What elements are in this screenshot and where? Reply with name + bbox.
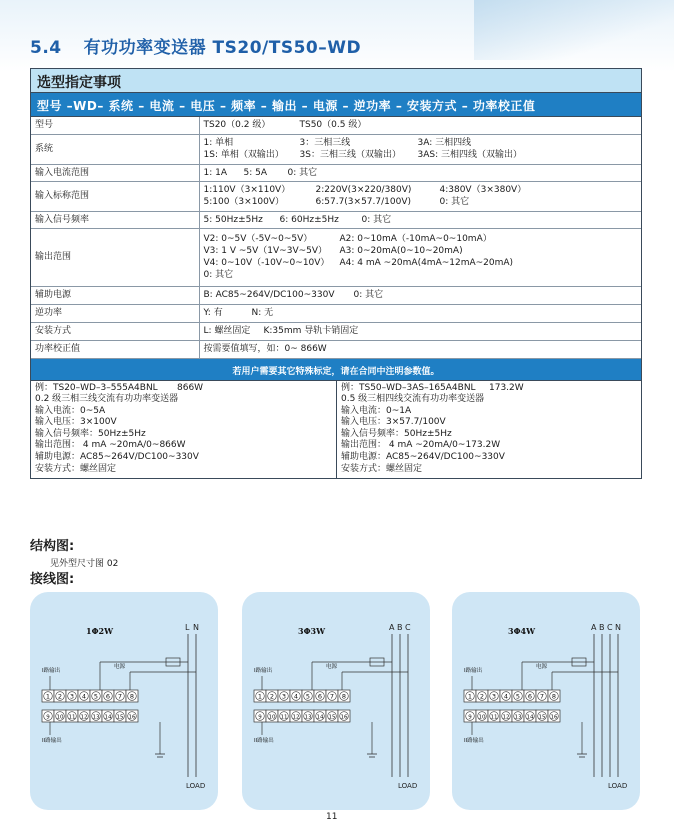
wiring-panel-1phase	[30, 592, 218, 810]
section-heading: 有功功率变送器 TS20/TS50–WD	[83, 38, 362, 58]
wiring-title: 接线图:	[30, 572, 75, 587]
row-label: 系统	[31, 134, 199, 164]
example-line: 输入信号频率：50Hz±5Hz	[35, 428, 146, 439]
table-row	[31, 164, 641, 181]
value-segment: 2:220V(3×220/380V)	[315, 185, 412, 195]
terminal-number: 6	[527, 692, 533, 701]
value-segment: TS50（0.5 级）	[299, 120, 367, 131]
example-line: 输入电压：3×100V	[35, 417, 117, 428]
wiring-diagram	[242, 592, 430, 810]
value-segment: B: AC85~264V/DC100~330V	[203, 290, 335, 300]
row-label: 功率校正值	[31, 340, 199, 358]
example-line: 输入信号频率：50Hz±5Hz	[341, 428, 452, 439]
phase-label: C	[607, 623, 613, 632]
value-segment: 1S: 单相（双输出）	[203, 150, 284, 160]
value-segment: 3AS: 三相四线（双输出）	[417, 150, 522, 160]
terminal-number: 6	[105, 692, 111, 701]
value-segment: A2: 0~10mA（-10mA~0~10mA）	[339, 234, 492, 244]
terminal-number: 13	[92, 714, 100, 721]
value-segment: N: 无	[251, 308, 274, 318]
row-label: 输入标称范围	[31, 181, 199, 211]
terminal-number: 7	[329, 692, 335, 701]
output2-label: II路输出	[254, 738, 274, 744]
value-segment: 6:57.7(3×57.7/100V)	[315, 197, 411, 207]
value-segment: K:35mm 导轨卡销固定	[263, 326, 359, 336]
system-label: 3Φ3W	[298, 626, 326, 636]
example-line: 输入电压：3×57.7/100V	[341, 417, 446, 428]
terminal-number: 4	[293, 692, 299, 701]
wiring-panel-3phase-4wire	[452, 592, 640, 810]
wiring-diagram	[452, 592, 640, 810]
terminal-number: 2	[479, 692, 485, 701]
load-label: LOAD	[186, 782, 206, 790]
row-value	[199, 181, 641, 211]
terminal-number: 9	[46, 714, 50, 721]
value-segment: 4:380V（3×380V）	[439, 185, 527, 195]
terminal-number: 13	[514, 714, 522, 721]
value-segment: 0: 其它	[287, 167, 318, 178]
phase-label: B	[599, 623, 605, 632]
row-label: 辅助电源	[31, 286, 199, 304]
terminal-number: 6	[317, 692, 323, 701]
row-label: 安装方式	[31, 322, 199, 340]
terminal-number: 1	[467, 692, 473, 701]
terminal-number: 7	[117, 692, 123, 701]
terminal-number: 4	[503, 692, 509, 701]
value-segment: 5: 5A	[243, 167, 268, 178]
terminal-number: 2	[269, 692, 275, 701]
power-label: 电源	[536, 664, 548, 670]
example-desc: 0.2 级三相三线交流有功功率变送器	[35, 394, 179, 405]
load-label: LOAD	[608, 782, 628, 790]
row-label: 输入电流范围	[31, 164, 199, 181]
terminal-number: 9	[468, 714, 472, 721]
table-row	[31, 304, 641, 322]
row-value	[199, 228, 641, 286]
example-desc: 0.5 级三相四线交流有功功率变送器	[341, 394, 485, 405]
output2-label: II路输出	[464, 738, 484, 744]
terminal-number: 15	[538, 714, 546, 721]
value-segment: 1:110V（3×110V）	[203, 185, 291, 195]
terminal-number: 11	[490, 714, 498, 721]
row-value	[199, 134, 641, 164]
row-label: 输出范围	[31, 228, 199, 286]
example-line: 输入电流：0~1A	[341, 405, 412, 416]
value-segment: 5: 50Hz±5Hz	[203, 214, 263, 225]
example-line: 安装方式：螺丝固定	[35, 463, 117, 474]
value-segment: V3: 1 V ~5V（1V~3V~5V）	[203, 246, 328, 256]
value-segment: Y: 有	[203, 308, 223, 318]
table-row	[31, 286, 641, 304]
example-line: 输出范围： 4 mA ~20mA/0~173.2W	[341, 440, 501, 451]
table-row	[31, 322, 641, 340]
value-segment: TS20（0.2 级）	[203, 120, 271, 131]
row-value	[199, 211, 641, 228]
decor-streak	[474, 0, 674, 60]
section-title	[30, 33, 361, 58]
terminal-number: 5	[515, 692, 521, 701]
spec-heading: 选型指定事项	[31, 69, 641, 93]
system-label: 3Φ4W	[508, 626, 536, 636]
value-segment: A3: 0~20mA(0~10~20mA)	[339, 246, 463, 256]
terminal-number: 10	[478, 714, 486, 721]
value-segment: A4: 4 mA ~20mA(4mA~12mA~20mA)	[339, 258, 514, 268]
terminal-number: 1	[45, 692, 51, 701]
terminal-number: 9	[258, 714, 262, 721]
terminal-number: 12	[502, 714, 510, 721]
value-segment: V2: 0~5V（-5V~0~5V）	[203, 234, 313, 244]
spec-rows	[31, 117, 641, 359]
value-segment: V4: 0~10V（-10V~0~10V）	[203, 258, 330, 268]
terminal-number: 16	[550, 714, 558, 721]
value-segment: 5:100（3×100V）	[203, 197, 285, 207]
power-label: 电源	[114, 664, 126, 670]
table-row	[31, 228, 641, 286]
example-value: 866W	[177, 382, 204, 393]
table-row	[31, 134, 641, 164]
table-row	[31, 340, 641, 358]
terminal-number: 8	[129, 692, 135, 701]
terminal-number: 2	[57, 692, 63, 701]
terminal-number: 14	[316, 714, 324, 721]
terminal-number: 4	[81, 692, 87, 701]
section-number: 5.4	[30, 38, 62, 58]
terminal-number: 11	[68, 714, 76, 721]
phase-label: N	[615, 623, 621, 632]
row-value	[199, 304, 641, 322]
value-segment: 0: 其它	[361, 214, 392, 225]
load-label: LOAD	[398, 782, 418, 790]
table-row	[31, 211, 641, 228]
terminal-number: 3	[491, 692, 497, 701]
terminal-number: 3	[69, 692, 75, 701]
terminal-number: 14	[104, 714, 112, 721]
terminal-number: 12	[292, 714, 300, 721]
value-segment: 0: 其它	[439, 197, 470, 207]
structure-title: 结构图:	[30, 539, 75, 554]
terminal-number: 8	[341, 692, 347, 701]
output1-label: I路输出	[464, 668, 483, 674]
row-label: 输入信号频率	[31, 211, 199, 228]
row-label: 型号	[31, 117, 199, 134]
value-segment: 6: 60Hz±5Hz	[279, 214, 339, 225]
value-segment: L: 螺丝固定	[203, 326, 251, 336]
selection-spec-table	[30, 68, 642, 479]
example-line: 输入电流：0~5A	[35, 405, 106, 416]
example-line: 辅助电源：AC85~264V/DC100~330V	[35, 452, 199, 463]
row-value: 按需要值填写，如：0~ 866W	[199, 340, 641, 358]
terminal-number: 7	[539, 692, 545, 701]
terminal-number: 10	[268, 714, 276, 721]
value-segment: 1: 1A	[203, 167, 228, 178]
example-left	[31, 381, 336, 479]
row-value	[199, 286, 641, 304]
phase-label: C	[405, 623, 411, 632]
example-line: 辅助电源：AC85~264V/DC100~330V	[341, 452, 505, 463]
terminal-number: 14	[526, 714, 534, 721]
example-line: 安装方式：螺丝固定	[341, 463, 423, 474]
row-value	[199, 117, 641, 134]
terminal-number: 5	[305, 692, 311, 701]
value-segment: 3S：三相三线（双输出）	[299, 150, 401, 160]
terminal-number: 12	[80, 714, 88, 721]
phase-label: A	[591, 623, 597, 632]
phase-label: L	[185, 623, 190, 632]
output2-label: II路输出	[42, 738, 62, 744]
value-segment: 0: 其它	[203, 270, 234, 280]
example-code: 例：TS20–WD–3–555A4BNL	[35, 382, 158, 393]
terminal-number: 15	[328, 714, 336, 721]
value-segment: 3：三相三线	[299, 138, 351, 148]
example-code: 例：TS50–WD–3AS–165A4BNL	[341, 382, 476, 393]
page-number: 11	[326, 812, 338, 820]
example-line: 输出范围： 4 mA ~20mA/0~866W	[35, 440, 186, 451]
terminal-number: 16	[128, 714, 136, 721]
system-label: 1Φ2W	[86, 626, 114, 636]
table-row	[31, 117, 641, 134]
example-value: 173.2W	[489, 382, 524, 393]
row-label: 逆功率	[31, 304, 199, 322]
value-segment: 0: 其它	[353, 290, 384, 300]
terminal-number: 11	[280, 714, 288, 721]
terminal-number: 13	[304, 714, 312, 721]
terminal-number: 8	[551, 692, 557, 701]
terminal-number: 1	[257, 692, 263, 701]
terminal-number: 10	[56, 714, 64, 721]
output1-label: I路输出	[254, 668, 273, 674]
model-code-format: 型号 –WD– 系统 – 电流 – 电压 – 频率 – 输出 – 电源 – 逆功率 – 安装方式 – 功率校正值	[31, 93, 641, 117]
examples	[31, 381, 641, 479]
phase-label: N	[193, 623, 199, 632]
wiring-panel-3phase-3wire	[242, 592, 430, 810]
terminal-number: 15	[116, 714, 124, 721]
structure-note: 见外型尺寸图 02	[50, 559, 119, 569]
table-row	[31, 181, 641, 211]
phase-label: B	[397, 623, 403, 632]
example-right	[336, 381, 641, 479]
output1-label: I路输出	[42, 668, 61, 674]
row-value	[199, 164, 641, 181]
special-calibration-note: 若用户需要其它特殊标定，请在合同中注明参数值。	[31, 359, 641, 381]
value-segment: 3A: 三相四线	[417, 138, 472, 148]
wiring-diagram	[30, 592, 218, 810]
row-value	[199, 322, 641, 340]
value-segment: 1: 单相	[203, 138, 234, 148]
terminal-number: 16	[340, 714, 348, 721]
terminal-number: 5	[93, 692, 99, 701]
terminal-number: 3	[281, 692, 287, 701]
phase-label: A	[389, 623, 395, 632]
power-label: 电源	[326, 664, 338, 670]
